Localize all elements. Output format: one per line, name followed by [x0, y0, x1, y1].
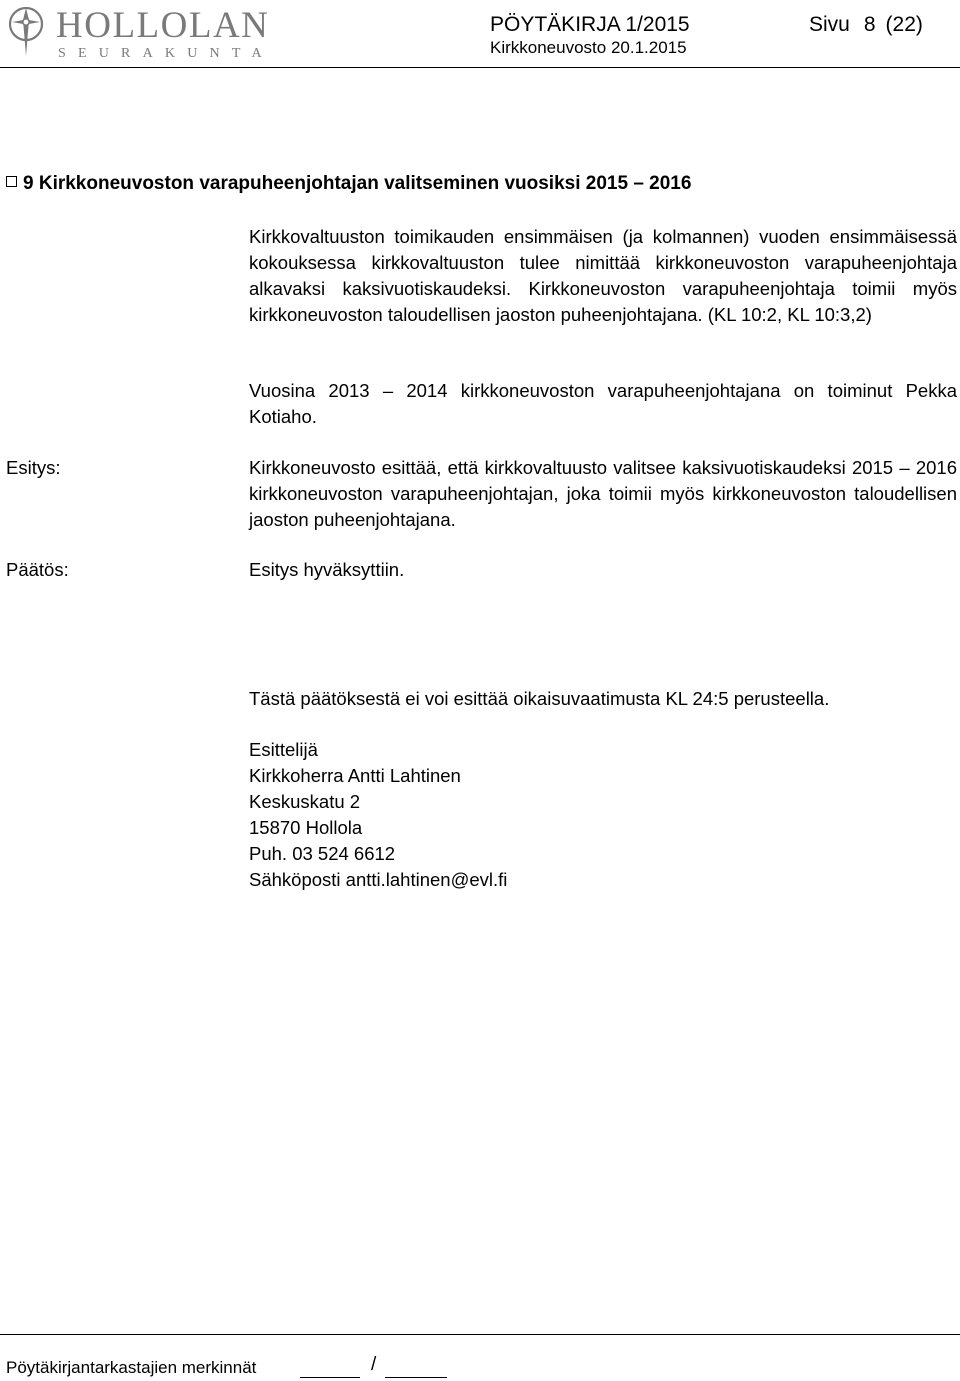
section-heading	[6, 170, 691, 198]
page-indicator	[809, 12, 923, 38]
proposal-text: Kirkkoneuvosto esittää, että kirkkovaltuusto valitsee kaksivuotiskaudeksi 2015 – 2016 kirkkoneuvoston varapuheenjohtajan, joka toimii myös kirkkoneuvoston taloudellisen jaoston puheenjohtajana.	[249, 457, 957, 530]
appeal-note: Tästä päätöksestä ei voi esittää oikaisuvaatimusta KL 24:5 perusteella.	[249, 688, 830, 709]
presenter-street: Keskuskatu 2	[249, 791, 361, 812]
initials-field-1[interactable]	[300, 1377, 360, 1378]
footer-label: Pöytäkirjantarkastajien merkinnät	[6, 1358, 257, 1377]
header-divider	[0, 67, 960, 68]
page-total: (22)	[885, 13, 923, 36]
page-number: 8	[863, 13, 876, 36]
footer-divider	[0, 1334, 960, 1335]
decision-text: Esitys hyväksyttiin.	[249, 559, 405, 580]
page-label: Sivu	[809, 13, 850, 36]
presenter-postal: 15870 Hollola	[249, 817, 363, 838]
intro-paragraph: Kirkkovaltuuston toimikauden ensimmäisen (ja kolmannen) vuoden ensimmäisessä kokouksessa kirkkovaltuuston tulee nimittää kirkkoneuvoston varapuheenjohtaja alkavaksi kaksivuotiskaudeksi. Kirkkoneuvoston varapuheenjohtaja toimii myös kirkkoneuvoston taloudellisen jaoston puheenjohtajana. (KL 10:2, KL 10:3,2)	[249, 226, 957, 325]
checkbox-square-icon	[6, 176, 17, 187]
logo-subtitle: SEURAKUNTA	[58, 46, 274, 61]
decision-label: Päätös:	[6, 559, 69, 580]
previous-vice-chair-paragraph: Vuosina 2013 – 2014 kirkkoneuvoston varapuheenjohtajana on toiminut Pekka Kotiaho.	[249, 380, 957, 427]
parish-cross-icon	[6, 6, 46, 62]
document-subtitle: Kirkkoneuvosto 20.1.2015	[490, 38, 687, 57]
presenter-phone: Puh. 03 524 6612	[249, 843, 396, 864]
presenter-name: Kirkkoherra Antti Lahtinen	[249, 765, 461, 786]
hollola-parish-logo	[6, 6, 276, 62]
document-title: PÖYTÄKIRJA 1/2015	[490, 13, 690, 36]
presenter-email: Sähköposti antti.lahtinen@evl.fi	[249, 869, 508, 890]
initials-separator: /	[371, 1354, 377, 1375]
initials-field-2[interactable]	[385, 1377, 447, 1378]
proposal-label: Esitys:	[6, 457, 61, 478]
logo-name: HOLLOLAN	[56, 5, 270, 46]
section-heading-text: 9 Kirkkoneuvoston varapuheenjohtajan valitseminen vuosiksi 2015 – 2016	[23, 173, 692, 194]
presenter-title: Esittelijä	[249, 739, 318, 760]
